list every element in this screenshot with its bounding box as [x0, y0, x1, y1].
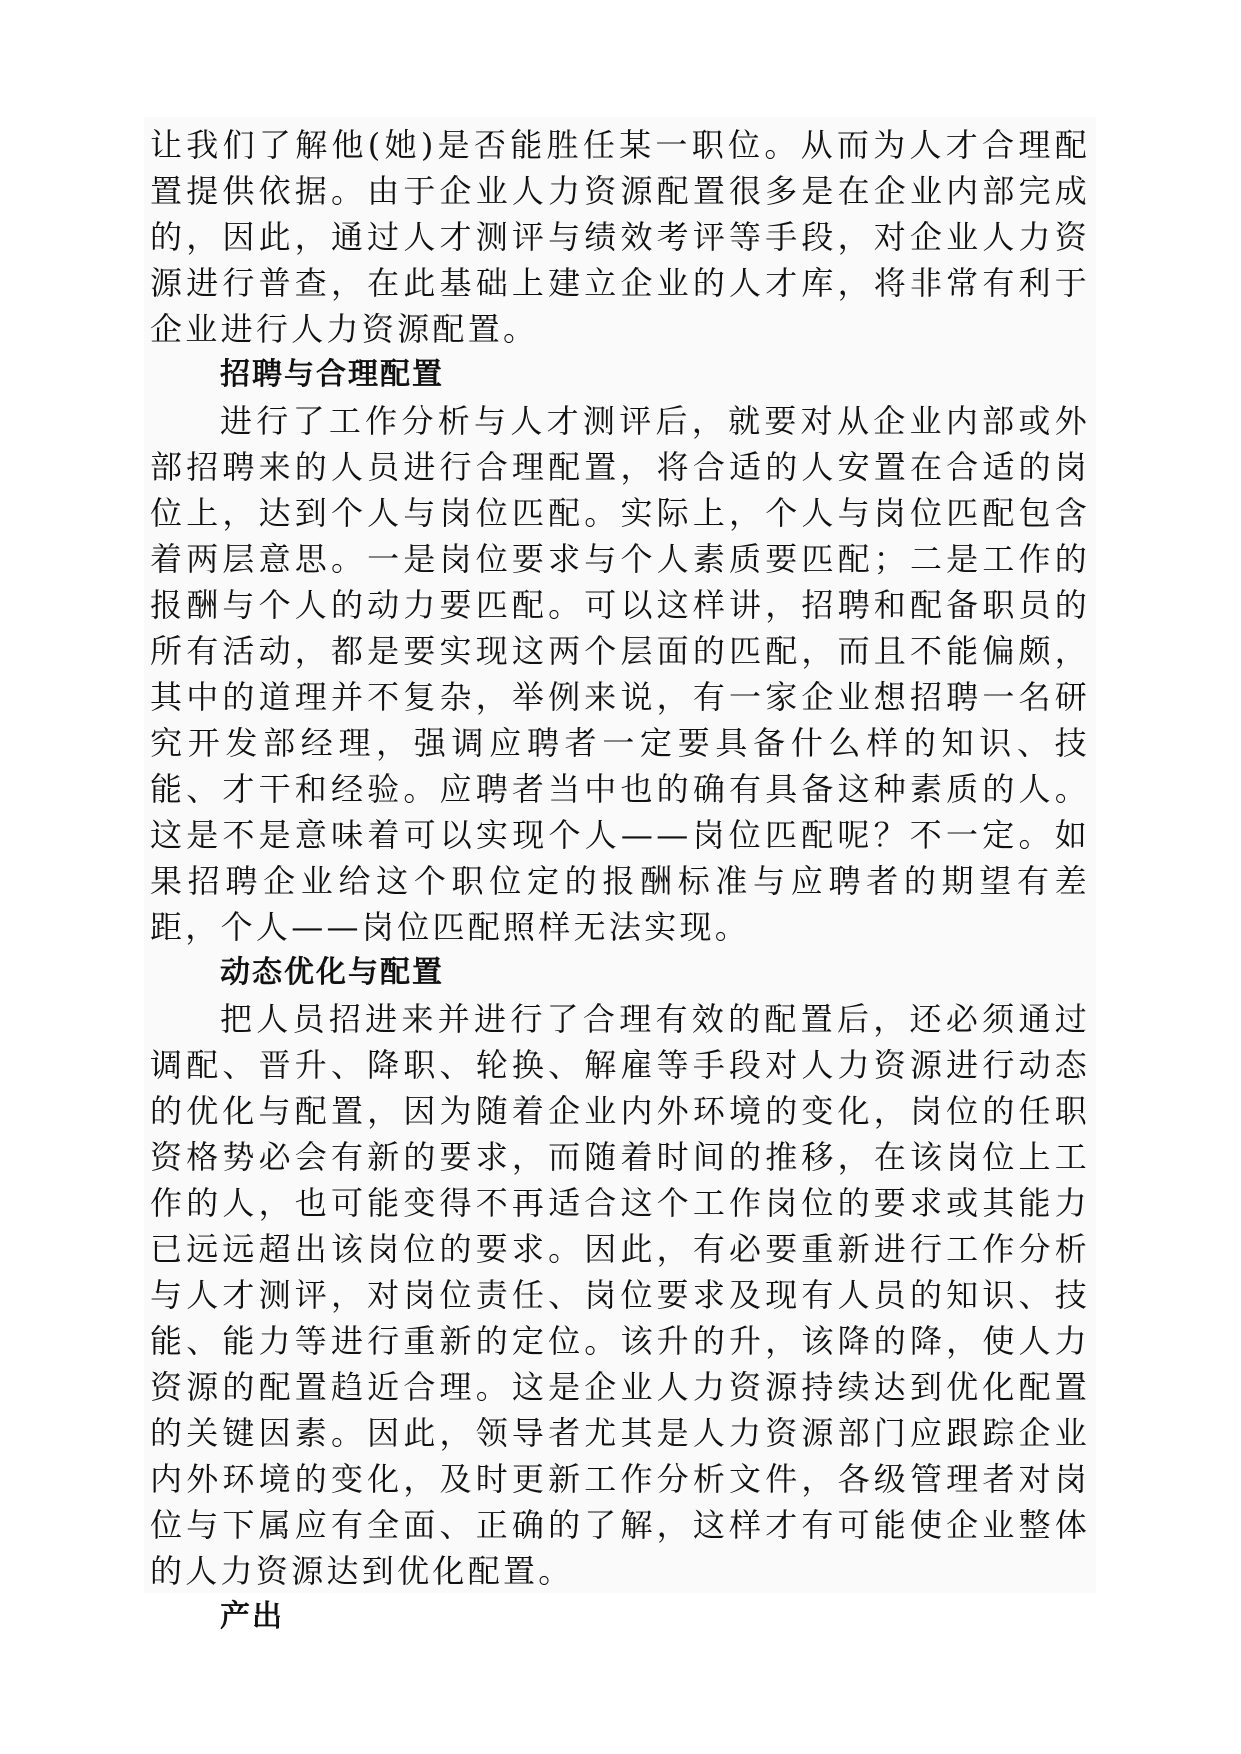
document-body	[150, 122, 1090, 1640]
section-body-recruitment: 进行了工作分析与人才测评后，就要对从企业内部或外部招聘来的人员进行合理配置，将合适的人安置在合适的岗位上，达到个人与岗位匹配。实际上，个人与岗位匹配包含着两层意思。一是岗位要求与个人素质要匹配；二是工作的报酬与个人的动力要匹配。可以这样讲，招聘和配备职员的所有活动，都是要实现这两个层面的匹配，而且不能偏颇，其中的道理并不复杂，举例来说，有一家企业想招聘一名研究开发部经理，强调应聘者一定要具备什么样的知识、技能、才干和经验。应聘者当中也的确有具备这种素质的人。这是不是意味着可以实现个人——岗位匹配呢？不一定。如果招聘企业给这个职位定的报酬标准与应聘者的期望有差距，个人——岗位匹配照样无法实现。	[150, 402, 1090, 946]
section-heading-recruitment: 招聘与合理配置	[220, 357, 444, 392]
section-heading-output: 产出	[220, 1599, 284, 1634]
section-heading-dynamic-optimization: 动态优化与配置	[220, 955, 444, 990]
intro-paragraph: 让我们了解他(她)是否能胜任某一职位。从而为人才合理配置提供依据。由于企业人力资源配置很多是在企业内部完成的，因此，通过人才测评与绩效考评等手段，对企业人力资源进行普查，在此基础上建立企业的人才库，将非常有利于企业进行人力资源配置。	[150, 126, 1090, 348]
section-body-dynamic-optimization: 把人员招进来并进行了合理有效的配置后，还必须通过调配、晋升、降职、轮换、解雇等手段对人力资源进行动态的优化与配置，因为随着企业内外环境的变化，岗位的任职资格势必会有新的要求，而随着时间的推移，在该岗位上工作的人，也可能变得不再适合这个工作岗位的要求或其能力已远远超出该岗位的要求。因此，有必要重新进行工作分析与人才测评，对岗位责任、岗位要求及现有人员的知识、技能、能力等进行重新的定位。该升的升，该降的降，使人力资源的配置趋近合理。这是企业人力资源持续达到优化配置的关键因素。因此，领导者尤其是人力资源部门应跟踪企业内外环境的变化，及时更新工作分析文件，各级管理者对岗位与下属应有全面、正确的了解，这样才有可能使企业整体的人力资源达到优化配置。	[150, 1000, 1090, 1590]
